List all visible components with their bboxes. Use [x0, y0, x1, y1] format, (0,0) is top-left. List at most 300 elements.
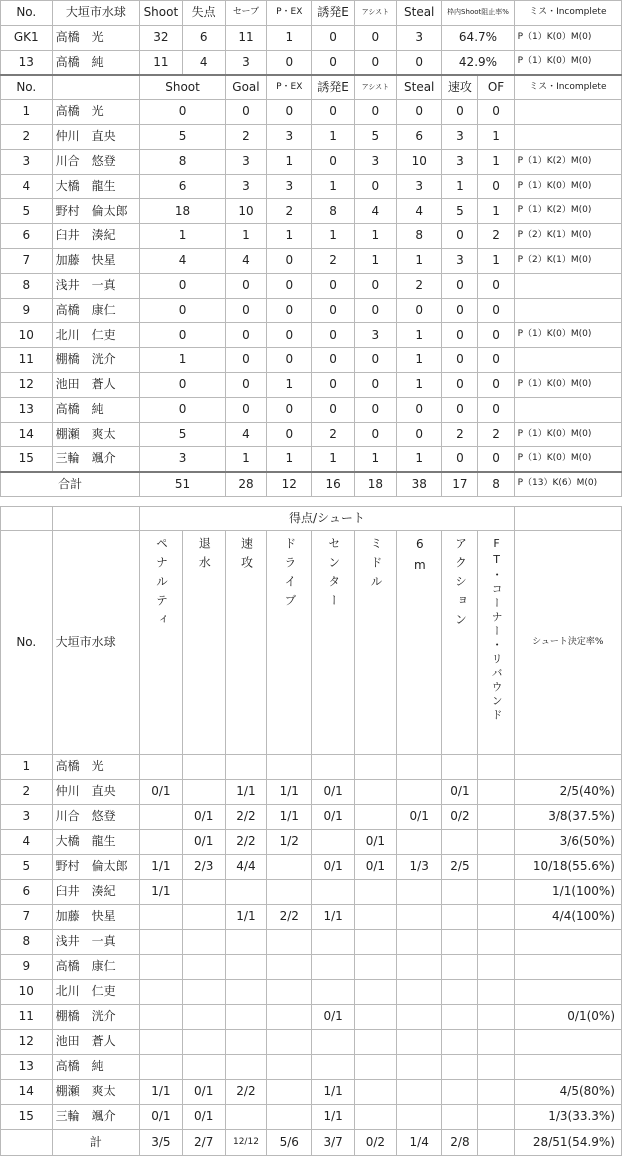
shot-row: [1, 830, 622, 855]
shot-rate: 3/6(50%): [514, 830, 621, 855]
cell-shoot: 0: [140, 298, 226, 323]
cell-shoot: 32: [140, 25, 182, 50]
cell-miss: P（1）K(2）M(0): [514, 149, 621, 174]
shot-row: [1, 805, 622, 830]
cell-name: 臼井 湊紀: [52, 224, 140, 249]
cell-induced: 0: [312, 50, 354, 75]
shot-cell: [354, 880, 396, 905]
total-goal: 28: [225, 472, 266, 497]
shot-rate: 4/4(100%): [514, 905, 621, 930]
shot-cell: [267, 880, 312, 905]
cell-miss: [514, 348, 621, 373]
shot-cell: 0/1: [182, 1105, 225, 1130]
shot-rate: 2/5(40%): [514, 780, 621, 805]
cell-no: 2: [1, 124, 53, 149]
shot-cell: [478, 830, 514, 855]
shot-rate: [514, 955, 621, 980]
header-of: OF: [478, 75, 514, 100]
cell-pex: 2: [267, 199, 312, 224]
cell-assist: 0: [354, 298, 396, 323]
shot-row: [1, 1105, 622, 1130]
shot-rate: 1/1(100%): [514, 880, 621, 905]
shot-cell: [478, 1105, 514, 1130]
shot-cell: 1/1: [225, 780, 266, 805]
shot-cell: [397, 880, 442, 905]
cell-pex: 0: [267, 397, 312, 422]
shot-header-col: [354, 531, 396, 755]
shot-cell: [397, 1005, 442, 1030]
field-row: [1, 397, 622, 422]
shot-cell: [312, 955, 354, 980]
cell-name: 高橋 光: [52, 100, 140, 125]
shot-total-cell: 2/7: [182, 1130, 225, 1156]
shot-cell: [478, 855, 514, 880]
cell-goal: 0: [225, 323, 266, 348]
cell-name: 三輪 颯介: [52, 1105, 140, 1130]
field-row: [1, 224, 622, 249]
shot-cell: [397, 830, 442, 855]
shot-row: [1, 1055, 622, 1080]
shot-cell: [442, 1105, 478, 1130]
cell-name: 高橋 康仁: [52, 955, 140, 980]
shot-column-label: センター: [326, 537, 341, 613]
field-total-row: [1, 472, 622, 497]
field-row: [1, 273, 622, 298]
shot-rate: [514, 930, 621, 955]
header-miss: ミス・Incomplete: [514, 1, 621, 26]
cell-name: 仲川 直央: [52, 780, 140, 805]
cell-pex: 1: [267, 25, 312, 50]
cell-name: 加藤 快星: [52, 905, 140, 930]
shot-cell: [140, 830, 182, 855]
shot-cell: 1/1: [140, 880, 182, 905]
shot-cell: 1/1: [267, 805, 312, 830]
shot-cell: [312, 755, 354, 780]
shot-cell: [354, 955, 396, 980]
shot-cell: [267, 980, 312, 1005]
cell-induced: 1: [312, 174, 354, 199]
cell-name: 棚橋 洸介: [52, 1005, 140, 1030]
shot-cell: 1/1: [225, 905, 266, 930]
cell-of: 2: [478, 422, 514, 447]
shot-cell: [267, 1080, 312, 1105]
cell-assist: 0: [354, 422, 396, 447]
cell-shoot: 8: [140, 149, 226, 174]
cell-pex: 3: [267, 174, 312, 199]
cell-shoot: 11: [140, 50, 182, 75]
shot-cell: [140, 905, 182, 930]
header-name: [52, 75, 140, 100]
shot-cell: 0/1: [140, 780, 182, 805]
header-induced: 誘発E: [312, 1, 354, 26]
cell-fast: 3: [442, 248, 478, 273]
cell-steal: 2: [397, 273, 442, 298]
shot-rate: [514, 755, 621, 780]
field-row: [1, 422, 622, 447]
cell-steal: 0: [397, 397, 442, 422]
shot-cell: 1/3: [397, 855, 442, 880]
total-steal: 38: [397, 472, 442, 497]
total-miss: P（13）K(6）M(0): [514, 472, 621, 497]
cell-shoot: 18: [140, 199, 226, 224]
cell-no: 1: [1, 755, 53, 780]
cell-no: 15: [1, 447, 53, 472]
gk-row: [1, 25, 622, 50]
cell-no: 15: [1, 1105, 53, 1130]
shot-cell: [397, 780, 442, 805]
shot-cell: [478, 755, 514, 780]
cell-no: 6: [1, 880, 53, 905]
cell-goal: 0: [225, 397, 266, 422]
header-pex: P・EX: [267, 1, 312, 26]
shot-cell: 0/1: [182, 805, 225, 830]
cell-no: 14: [1, 422, 53, 447]
cell-pex: 0: [267, 348, 312, 373]
shot-cell: 0/1: [182, 1080, 225, 1105]
cell-name: 高橋 純: [52, 397, 140, 422]
cell-fast: 0: [442, 447, 478, 472]
shot-cell: [397, 980, 442, 1005]
header-shoot: Shoot: [140, 75, 226, 100]
shot-cell: [225, 980, 266, 1005]
shot-total-cell: 3/7: [312, 1130, 354, 1156]
field-row: [1, 199, 622, 224]
cell-steal: 0: [397, 298, 442, 323]
shot-cell: [182, 930, 225, 955]
cell-name: 大橋 龍生: [52, 830, 140, 855]
cell-induced: 0: [312, 273, 354, 298]
shot-cell: [478, 805, 514, 830]
shot-rate: [514, 1030, 621, 1055]
cell-no: 9: [1, 955, 53, 980]
shot-row: [1, 855, 622, 880]
cell-no: 11: [1, 1005, 53, 1030]
shot-total-row: [1, 1130, 622, 1156]
cell-of: 0: [478, 397, 514, 422]
shot-cell: [182, 980, 225, 1005]
cell-fast: 3: [442, 124, 478, 149]
cell-steal: 1: [397, 323, 442, 348]
cell-name: 大橋 龍生: [52, 174, 140, 199]
cell-shoot: 5: [140, 124, 226, 149]
cell-miss: P（1）K(0）M(0): [514, 372, 621, 397]
shot-cell: [354, 1030, 396, 1055]
shot-cell: [354, 980, 396, 1005]
total-induced: 16: [312, 472, 354, 497]
shot-cell: [397, 905, 442, 930]
cell-lost: 6: [182, 25, 225, 50]
shot-header-col: [397, 531, 442, 755]
field-row: [1, 149, 622, 174]
shot-cell: [442, 1005, 478, 1030]
shot-cell: [267, 955, 312, 980]
shot-header-col: [312, 531, 354, 755]
cell-induced: 0: [312, 25, 354, 50]
cell-goal: 0: [225, 348, 266, 373]
shot-cell: [478, 1030, 514, 1055]
cell-fast: 5: [442, 199, 478, 224]
cell-pex: 1: [267, 149, 312, 174]
shot-cell: [478, 1005, 514, 1030]
shot-cell: 1/1: [312, 1105, 354, 1130]
field-row: [1, 348, 622, 373]
header-block-rate: 枠内Shoot阻止率%: [442, 1, 514, 26]
cell-fast: 0: [442, 348, 478, 373]
cell-pex: 1: [267, 447, 312, 472]
cell-block-rate: 42.9%: [442, 50, 514, 75]
cell-block-rate: 64.7%: [442, 25, 514, 50]
cell-of: 1: [478, 248, 514, 273]
shot-cell: [140, 930, 182, 955]
cell-assist: 0: [354, 273, 396, 298]
cell-no: 13: [1, 397, 53, 422]
shot-cell: [442, 880, 478, 905]
shot-cell: [225, 1105, 266, 1130]
shot-cell: [267, 1005, 312, 1030]
cell-miss: [514, 397, 621, 422]
field-row: [1, 447, 622, 472]
header-goal: Goal: [225, 75, 266, 100]
cell-goal: 0: [225, 298, 266, 323]
cell-shoot: 1: [140, 224, 226, 249]
shot-cell: [354, 805, 396, 830]
shot-row: [1, 905, 622, 930]
field-row: [1, 174, 622, 199]
cell-steal: 1: [397, 348, 442, 373]
shot-cell: 2/2: [225, 805, 266, 830]
cell-no: 8: [1, 930, 53, 955]
shot-row: [1, 955, 622, 980]
cell-assist: 0: [354, 25, 396, 50]
shot-cell: 0/1: [140, 1105, 182, 1130]
shot-cell: 1/2: [267, 830, 312, 855]
cell-steal: 10: [397, 149, 442, 174]
shot-cell: [354, 780, 396, 805]
cell-of: 0: [478, 298, 514, 323]
cell-no: 5: [1, 199, 53, 224]
cell-no: 3: [1, 149, 53, 174]
cell-shoot: 1: [140, 348, 226, 373]
shot-cell: 0/2: [442, 805, 478, 830]
cell-no: 10: [1, 980, 53, 1005]
cell-goal: 0: [225, 372, 266, 397]
cell-goal: 1: [225, 224, 266, 249]
shot-header-col: [442, 531, 478, 755]
cell-assist: 3: [354, 149, 396, 174]
cell-assist: 0: [354, 100, 396, 125]
shot-header-col: [140, 531, 182, 755]
shot-cell: [442, 980, 478, 1005]
shot-cell: [478, 980, 514, 1005]
cell-pex: 1: [267, 372, 312, 397]
cell-assist: 4: [354, 199, 396, 224]
shot-cell: [354, 1080, 396, 1105]
cell-no: 8: [1, 273, 53, 298]
shot-cell: [225, 755, 266, 780]
shot-rate: 1/3(33.3%): [514, 1105, 621, 1130]
cell-fast: 0: [442, 273, 478, 298]
header-induced: 誘発E: [312, 75, 354, 100]
shot-total-cell: 2/8: [442, 1130, 478, 1156]
cell-assist: 1: [354, 224, 396, 249]
cell-no: 13: [1, 1055, 53, 1080]
shot-cell: 1/1: [312, 1080, 354, 1105]
shot-cell: 2/2: [225, 830, 266, 855]
shot-title-row: [1, 507, 622, 531]
cell-no: 12: [1, 1030, 53, 1055]
cell-of: 1: [478, 199, 514, 224]
cell-steal: 3: [397, 25, 442, 50]
cell-steal: 4: [397, 199, 442, 224]
shot-cell: 0/1: [312, 805, 354, 830]
cell-steal: 0: [397, 422, 442, 447]
shot-total-label: 計: [52, 1130, 140, 1156]
cell-no: 3: [1, 805, 53, 830]
field-row: [1, 372, 622, 397]
field-row: [1, 124, 622, 149]
shot-cell: [312, 980, 354, 1005]
shot-column-label: 6m: [412, 537, 427, 579]
shot-cell: [312, 1030, 354, 1055]
shot-column-label: アクション: [453, 537, 468, 632]
cell-goal: 3: [225, 149, 266, 174]
field-row: [1, 100, 622, 125]
shot-cell: [442, 1030, 478, 1055]
cell-shoot: 5: [140, 422, 226, 447]
shot-cell: 0/1: [312, 1005, 354, 1030]
cell-of: 1: [478, 124, 514, 149]
gk-row: [1, 50, 622, 75]
shot-row: [1, 930, 622, 955]
cell-induced: 8: [312, 199, 354, 224]
shot-cell: [312, 1055, 354, 1080]
shot-cell: [478, 905, 514, 930]
cell-shoot: 0: [140, 372, 226, 397]
cell-pex: 0: [267, 50, 312, 75]
cell-name: 野村 倫太郎: [52, 199, 140, 224]
shot-cell: [354, 1105, 396, 1130]
shot-cell: [225, 1055, 266, 1080]
cell-induced: 2: [312, 422, 354, 447]
cell-name: 野村 倫太郎: [52, 855, 140, 880]
cell-fast: 0: [442, 298, 478, 323]
cell-of: 0: [478, 174, 514, 199]
cell-goal: 0: [225, 100, 266, 125]
cell-goal: 4: [225, 248, 266, 273]
shot-cell: 0/1: [442, 780, 478, 805]
cell-name: 三輪 颯介: [52, 447, 140, 472]
cell-miss: [514, 124, 621, 149]
cell-of: 0: [478, 323, 514, 348]
shot-column-label: FT・コーナー・リバウンド: [490, 537, 504, 723]
cell-name: 高橋 純: [52, 1055, 140, 1080]
cell-name: 高橋 康仁: [52, 298, 140, 323]
shot-row: [1, 780, 622, 805]
shot-cell: [140, 1055, 182, 1080]
header-lost: 失点: [182, 1, 225, 26]
shot-header-rate: シュート決定率%: [514, 531, 621, 755]
shot-cell: [225, 1030, 266, 1055]
cell-miss: P（1）K(0）M(0): [514, 25, 621, 50]
field-header-row: [1, 75, 622, 100]
shot-rate: 4/5(80%): [514, 1080, 621, 1105]
shot-total-cell: 5/6: [267, 1130, 312, 1156]
shot-cell: [442, 755, 478, 780]
cell-induced: 1: [312, 447, 354, 472]
cell-pex: 0: [267, 273, 312, 298]
cell-shoot: 0: [140, 397, 226, 422]
shot-cell: [267, 1055, 312, 1080]
cell-fast: 0: [442, 397, 478, 422]
cell-no: 13: [1, 50, 53, 75]
cell-name: 棚瀬 爽太: [52, 422, 140, 447]
shot-header-no: No.: [1, 531, 53, 755]
cell-name: 池田 蒼人: [52, 1030, 140, 1055]
cell-goal: 1: [225, 447, 266, 472]
shot-cell: [140, 755, 182, 780]
header-shoot: Shoot: [140, 1, 182, 26]
cell-goal: 10: [225, 199, 266, 224]
cell-induced: 0: [312, 323, 354, 348]
shot-cell: [182, 755, 225, 780]
cell-assist: 0: [354, 397, 396, 422]
cell-induced: 0: [312, 348, 354, 373]
cell-name: 浅井 一真: [52, 273, 140, 298]
shot-cell: [182, 1055, 225, 1080]
shot-cell: 1/1: [140, 855, 182, 880]
cell-induced: 2: [312, 248, 354, 273]
header-save: セーブ: [225, 1, 266, 26]
cell-shoot: 0: [140, 273, 226, 298]
shot-cell: [354, 755, 396, 780]
cell-name: 高橋 純: [52, 50, 140, 75]
shot-cell: [182, 880, 225, 905]
cell-miss: P（1）K(0）M(0): [514, 174, 621, 199]
shot-row: [1, 1030, 622, 1055]
cell-assist: 3: [354, 323, 396, 348]
shot-cell: [267, 930, 312, 955]
shot-blank-no: [1, 507, 53, 531]
shot-cell: 0/1: [312, 780, 354, 805]
shot-row: [1, 980, 622, 1005]
header-miss: ミス・Incomplete: [514, 75, 621, 100]
cell-steal: 1: [397, 372, 442, 397]
cell-of: 0: [478, 348, 514, 373]
shot-cell: [182, 955, 225, 980]
shot-row: [1, 880, 622, 905]
cell-induced: 0: [312, 149, 354, 174]
shot-cell: [354, 930, 396, 955]
shot-cell: [225, 955, 266, 980]
shot-cell: [312, 880, 354, 905]
shot-cell: 2/2: [267, 905, 312, 930]
cell-of: 0: [478, 100, 514, 125]
cell-shoot: 0: [140, 323, 226, 348]
shot-row: [1, 1005, 622, 1030]
cell-assist: 1: [354, 248, 396, 273]
cell-no: 4: [1, 174, 53, 199]
cell-fast: 0: [442, 224, 478, 249]
shot-cell: [312, 930, 354, 955]
shot-total-cell: 1/4: [397, 1130, 442, 1156]
cell-no: 14: [1, 1080, 53, 1105]
cell-steal: 6: [397, 124, 442, 149]
cell-name: 棚橋 洸介: [52, 348, 140, 373]
cell-miss: P（1）K(0）M(0): [514, 50, 621, 75]
shot-header-row: [1, 531, 622, 755]
cell-steal: 0: [397, 100, 442, 125]
shot-cell: [478, 1055, 514, 1080]
